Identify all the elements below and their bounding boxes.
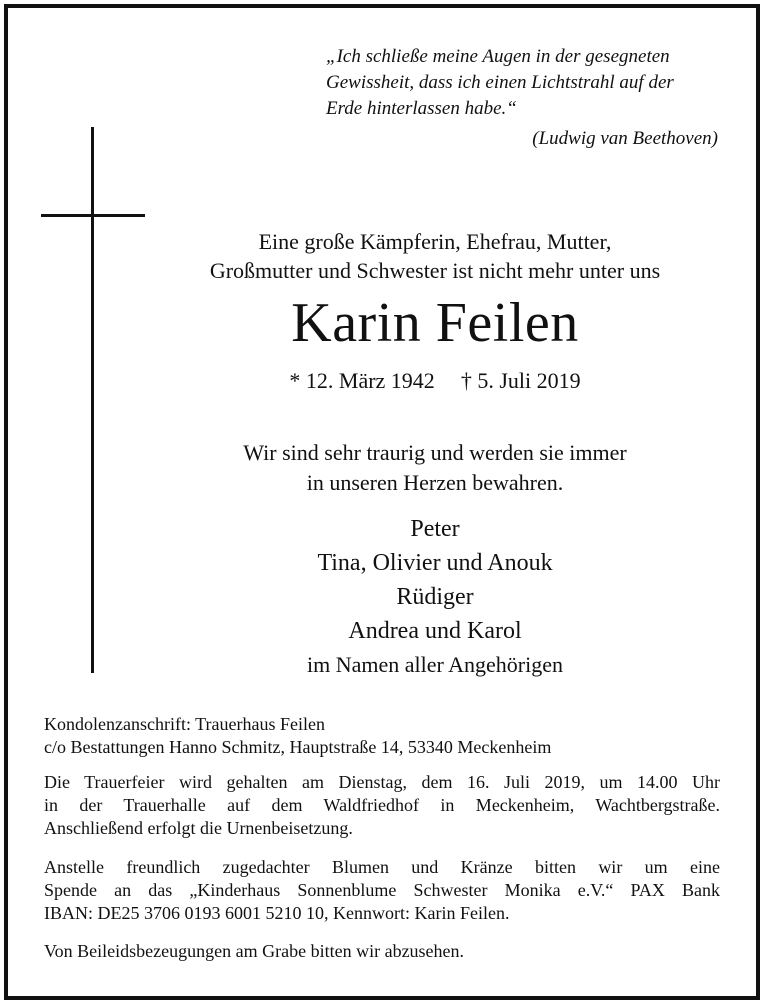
death-date: † 5. Juli 2019 [460,368,581,393]
cross-icon-vertical [91,127,94,673]
family-list [130,512,740,682]
family-member: Andrea und Karol [348,618,522,644]
sorrow-text [130,438,740,498]
quote-author: (Ludwig van Beethoven) [532,128,718,149]
life-dates [130,368,740,394]
family-member: Rüdiger [396,584,474,610]
intro-line: Eine große Kämpferin, Ehefrau, Mutter, [258,229,612,254]
donation-info [44,856,720,925]
cross-icon-horizontal [41,214,145,217]
page-border [4,4,760,1000]
ceremony-line: Anschließend erfolgt die Urnenbeisetzung. [44,818,353,838]
quote-line: Erde hinterlassen habe.“ [326,98,517,119]
birth-date: * 12. März 1942 [289,368,435,393]
ceremony-line: Die Trauerfeier wird gehalten am Dienstag, dem 16. Juli 2019, um 14.00 Uhr [44,772,720,792]
intro-text [130,227,740,285]
final-line: Von Beileidsbezeugungen am Grabe bitten wir abzusehen. [44,941,465,961]
family-member: Peter [410,516,460,542]
donation-line: IBAN: DE25 3706 0193 6001 5210 10, Kennwort: Karin Feilen. [44,903,510,923]
final-note [44,940,720,963]
ceremony-line: in der Trauerhalle auf dem Waldfriedhof in Meckenheim, Wachtbergstraße. [44,795,720,815]
sorrow-line: in unseren Herzen bewahren. [306,470,564,495]
ceremony-info [44,771,720,840]
intro-line: Großmutter und Schwester ist nicht mehr unter uns [209,258,661,283]
quote-line: „Ich schließe meine Augen in der gesegneten [326,46,670,67]
condolence-address [44,713,720,759]
quote-line: Gewissheit, dass ich einen Lichtstrahl auf der [326,72,674,93]
donation-line: Anstelle freundlich zugedachter Blumen und Kränze bitten wir um eine [44,857,720,877]
family-member: Tina, Olivier und Anouk [317,550,553,576]
condolence-line: Kondolenzanschrift: Trauerhaus Feilen [44,714,325,734]
family-closing: im Namen aller Angehörigen [307,652,563,677]
donation-line: Spende an das „Kinderhaus Sonnenblume Schwester Monika e.V.“ PAX Bank [44,880,720,900]
sorrow-line: Wir sind sehr traurig und werden sie immer [243,440,627,465]
deceased-name: Karin Feilen [291,292,579,354]
beethoven-quote [326,44,726,122]
condolence-line: c/o Bestattungen Hanno Schmitz, Hauptstraße 14, 53340 Meckenheim [44,737,552,757]
